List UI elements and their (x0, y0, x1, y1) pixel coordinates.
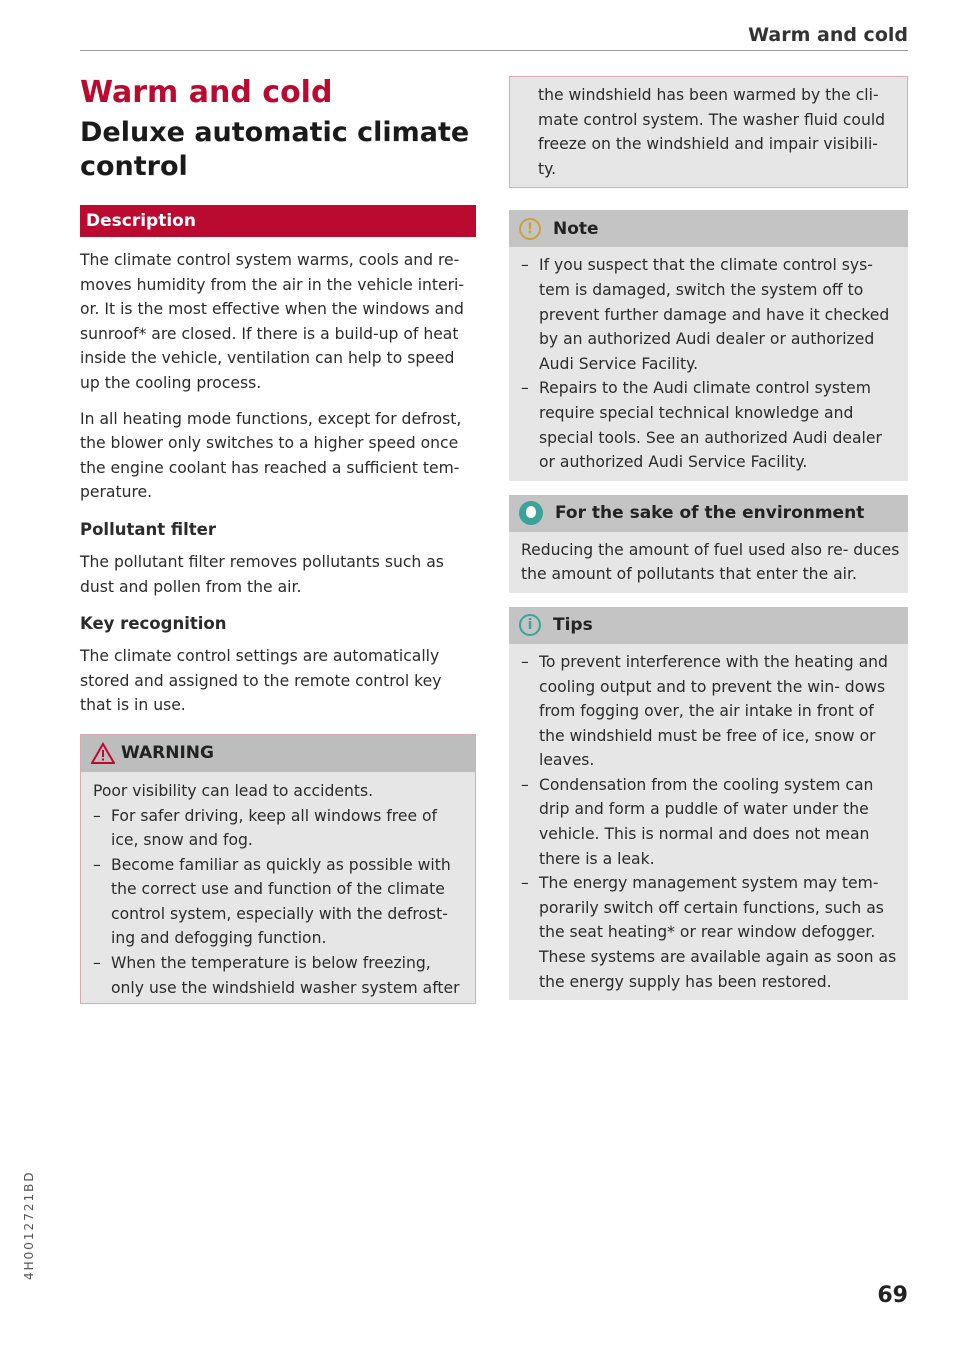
tips-title: Tips (553, 615, 593, 636)
chapter-title: Warm and cold (80, 75, 333, 110)
environment-title: For the sake of the environment (555, 503, 865, 524)
environment-header (509, 495, 908, 532)
warning-item: – Become familiar as quickly as possible with the correct use and function of the climate control system, especially with the defrost- ing and defogging function. (93, 853, 467, 951)
description-bar: Description (80, 205, 476, 237)
warning-intro: Poor visibility can lead to accidents. (93, 781, 374, 800)
exclamation-icon: ! (519, 218, 541, 240)
warning-icon (91, 742, 115, 764)
note-item: – Repairs to the Audi climate control system require special technical knowledge and special tools. See an authorized Audi dealer or authorized Audi Service Facility. (521, 376, 900, 474)
tips-body (509, 644, 908, 1000)
tips-item: – Condensation from the cooling system can drip and form a puddle of water under the vehicle. This is normal and does not mean there is a leak. (521, 773, 900, 871)
warning-header (81, 735, 475, 772)
header-rule (80, 50, 908, 51)
right-column (509, 76, 908, 1000)
info-icon: i (519, 614, 541, 636)
running-header: Warm and cold (748, 24, 908, 46)
pollutant-heading: Pollutant filter (80, 519, 216, 539)
key-text: The climate control settings are automatically stored and assigned to the remote control key that is in use. (80, 647, 442, 715)
pollutant-text: The pollutant filter removes pollutants such as dust and pollen from the air. (80, 552, 444, 596)
note-header (509, 210, 908, 247)
key-heading: Key recognition (80, 614, 227, 634)
environment-icon (519, 501, 543, 525)
warning-body (81, 772, 475, 1003)
tips-item: – To prevent interference with the heating and cooling output and to prevent the win- dows from fogging over, the air intake in front of the windshield must be free of ice, snow or leaves. (521, 650, 900, 773)
environment-box (509, 495, 908, 593)
section-title: Deluxe automatic climate control (80, 117, 470, 182)
note-title: Note (553, 218, 599, 239)
environment-text: Reducing the amount of fuel used also re- duces the amount of pollutants that enter the air. (509, 532, 908, 593)
warning-continued-text: the windshield has been warmed by the cli- mate control system. The washer fluid could freeze on the windshield and impair visibili- ty. (510, 77, 907, 187)
tips-box (509, 607, 908, 1000)
tips-header (509, 607, 908, 644)
note-body (509, 247, 908, 480)
warning-title: WARNING (121, 743, 214, 764)
document-code: 4H0012721BD (22, 1170, 36, 1280)
paragraph-heating: In all heating mode functions, except for defrost, the blower only switches to a higher speed once the engine coolant has reached a sufficient tem- perature. (80, 409, 462, 502)
left-column (80, 76, 476, 1004)
warning-item: – When the temperature is below freezing, only use the windshield washer system after (93, 951, 467, 1000)
warning-item: – For safer driving, keep all windows free of ice, snow and fog. (93, 804, 467, 853)
warning-box (80, 734, 476, 1004)
note-box (509, 210, 908, 480)
warning-continued-box (509, 76, 908, 188)
note-item: – If you suspect that the climate control sys- tem is damaged, switch the system off to prevent further damage and have it checked by an authorized Audi dealer or authorized Audi Service Facility. (521, 253, 900, 376)
tips-item: – The energy management system may tem- porarily switch off certain functions, such as the seat heating* or rear window defogger. These systems are available again as soon as the energy supply has been restored. (521, 871, 900, 994)
page-number: 69 (877, 1283, 908, 1308)
paragraph-intro: The climate control system warms, cools and re- moves humidity from the air in the vehicle interi- or. It is the most effective when the windows and sunroof* are closed. If there is a build-up of heat inside the vehicle, ventilation can help to speed up the cooling process. (80, 251, 465, 392)
